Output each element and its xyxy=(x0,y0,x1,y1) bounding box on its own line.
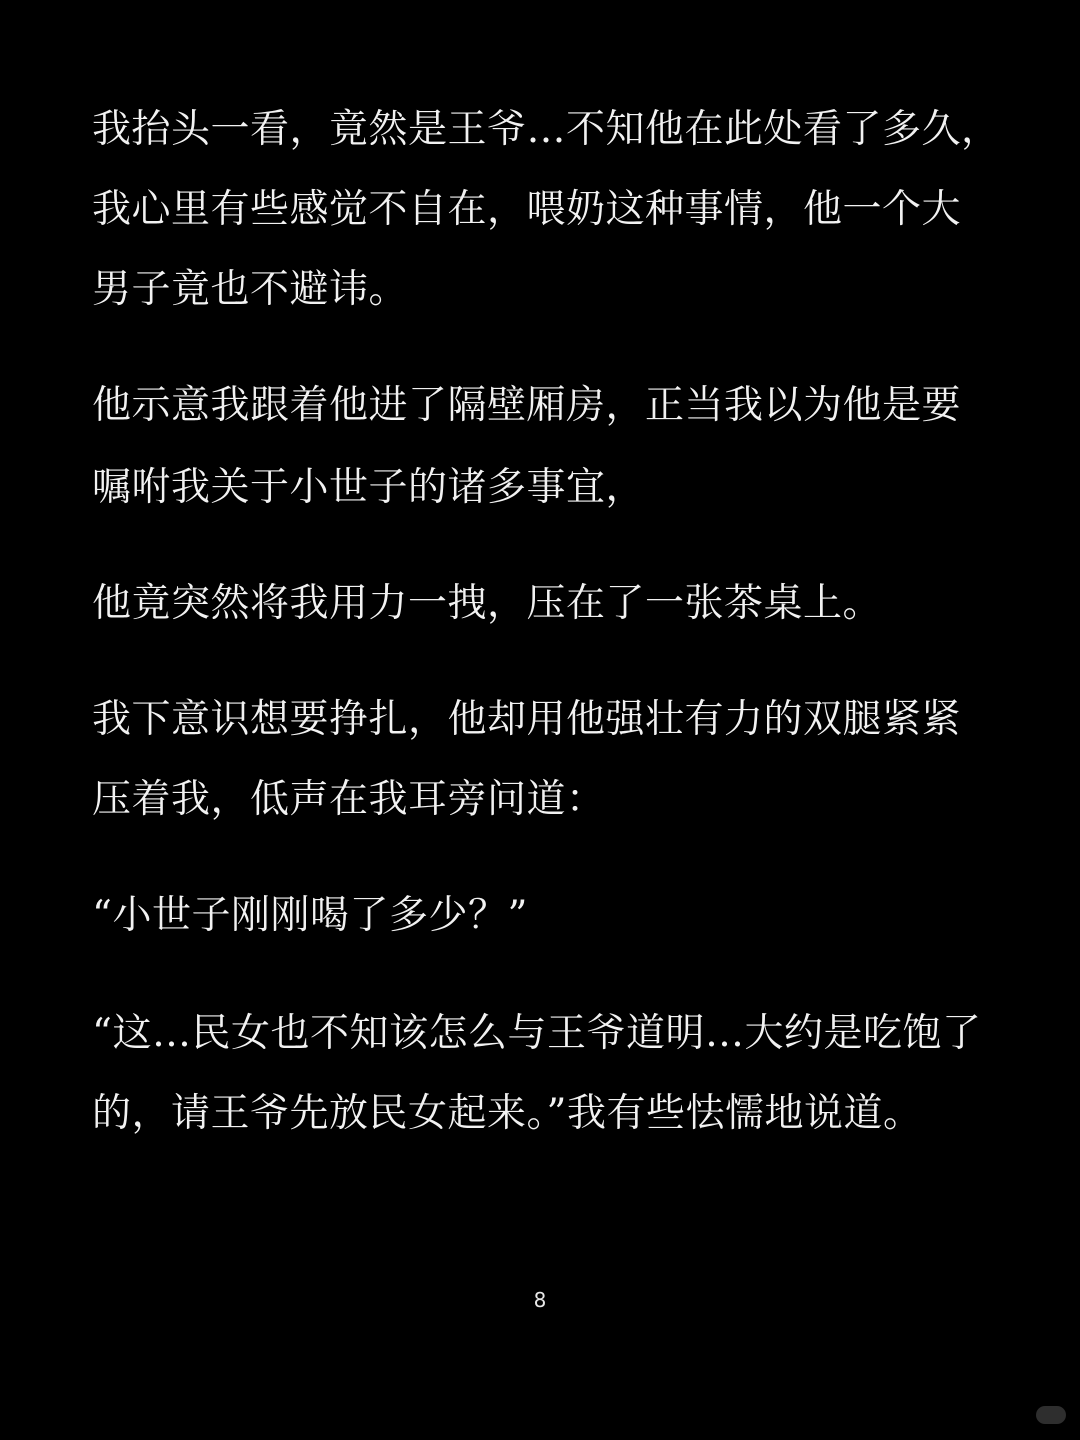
watermark-logo xyxy=(1036,1406,1066,1424)
text-line-7: 我下意识想要挣扎，他却用他强壮有力的双腿紧紧 xyxy=(92,697,962,742)
text-line-11: 的，请王爷先放民女起来。”我有些怯懦地说道。 xyxy=(92,1091,923,1136)
text-line-5: 嘱咐我关于小世子的诸多事宜， xyxy=(92,465,646,510)
text-line-3: 男子竟也不避讳。 xyxy=(92,267,409,312)
text-line-9: “小世子刚刚喝了多少？” xyxy=(92,893,528,938)
text-line-10: “这…民女也不知该怎么与王爷道明…大约是吃饱了 xyxy=(92,1011,982,1056)
page-number: 8 xyxy=(533,1288,547,1312)
text-line-6: 他竟突然将我用力一拽，压在了一张茶桌上。 xyxy=(92,581,883,626)
text-line-1: 我抬头一看，竟然是王爷…不知他在此处看了多久， xyxy=(92,107,1001,152)
text-line-4: 他示意我跟着他进了隔壁厢房，正当我以为他是要 xyxy=(92,383,962,428)
text-line-2: 我心里有些感觉不自在，喂奶这种事情，他一个大 xyxy=(92,187,962,232)
text-line-8: 压着我，低声在我耳旁问道： xyxy=(92,777,606,822)
